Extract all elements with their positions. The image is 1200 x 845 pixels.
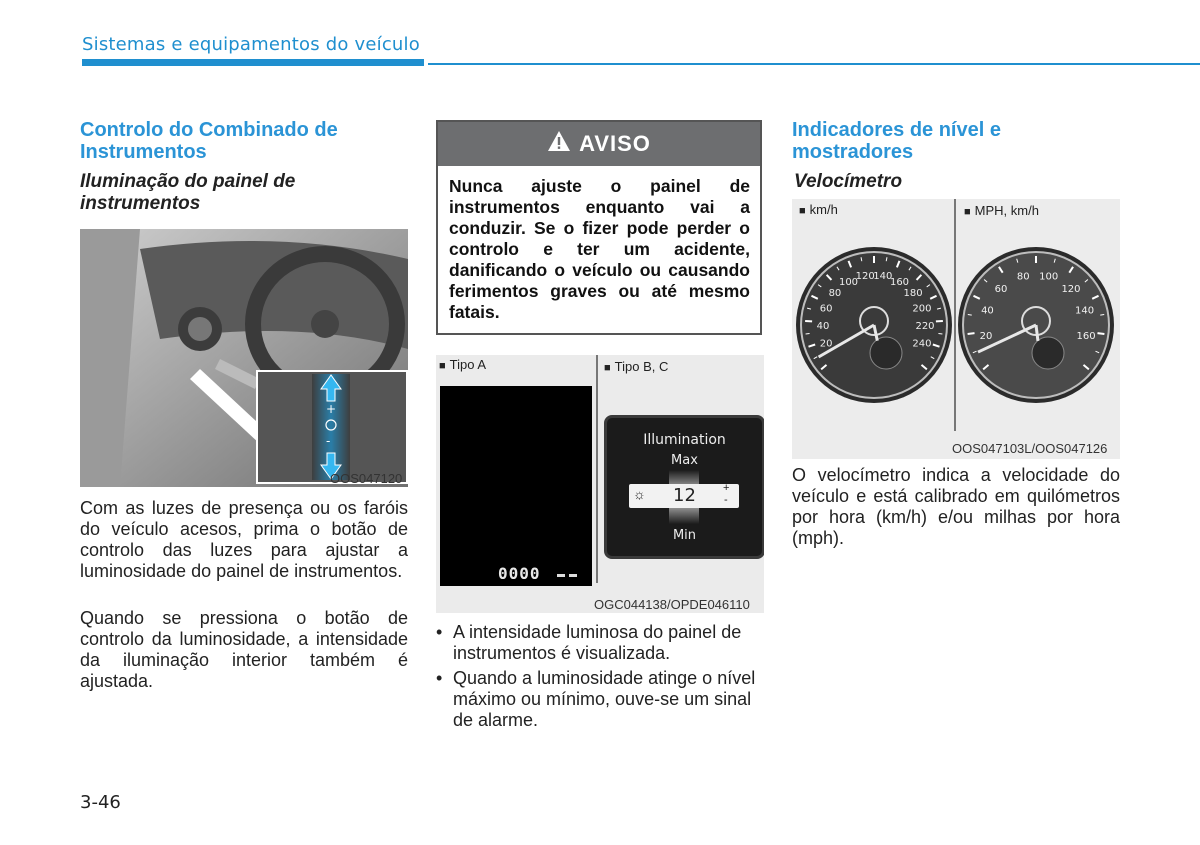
kmh-tick-label: 20 bbox=[819, 338, 833, 350]
list-item: • A intensidade luminosa do painel de instrumentos é visualizada. bbox=[436, 622, 764, 664]
divider bbox=[596, 355, 598, 583]
display-digits: 0000 bbox=[498, 564, 541, 583]
mph-tick-label: 100 bbox=[1039, 271, 1059, 283]
illum-title: Illumination bbox=[643, 432, 726, 448]
bullet-list bbox=[436, 622, 764, 735]
speedometer-gauges bbox=[792, 199, 1120, 459]
illum-min: Min bbox=[672, 528, 697, 543]
paragraph-interior-light: Quando se pressiona o botão de controlo da luminosidade, a intensidade da iluminação interior também é ajustada. bbox=[80, 608, 408, 691]
mph-tick-label: 160 bbox=[1076, 330, 1096, 342]
cluster-illustration bbox=[436, 355, 764, 613]
label-type-a: ■ Tipo A bbox=[439, 357, 486, 372]
illum-plus: + bbox=[723, 482, 730, 494]
illum-minus: - bbox=[724, 494, 728, 506]
paragraph-press-button: Com as luzes de presença ou os faróis do veículo acesos, prima o botão de controlo das luzes para ajustar a luminosidade do painel de instrumentos. bbox=[80, 498, 408, 581]
mph-tick-label: 140 bbox=[1075, 305, 1095, 317]
header-accent-bar bbox=[82, 59, 424, 66]
mph-tick-label: 80 bbox=[1016, 271, 1030, 283]
kmh-tick-label: 240 bbox=[912, 338, 932, 350]
illum-max: Max bbox=[671, 453, 698, 468]
light-icon: ☼ bbox=[633, 486, 646, 502]
type-bc-display bbox=[604, 415, 764, 559]
kmh-tick-label: 80 bbox=[828, 288, 842, 300]
image-code-cluster: OGC044138/OPDE046110 bbox=[594, 597, 750, 612]
display-dash-2 bbox=[569, 574, 577, 577]
image-code-dashboard: OOS047120 bbox=[330, 471, 403, 486]
kmh-tick-label: 120 bbox=[855, 270, 875, 282]
mph-tick-label: 60 bbox=[994, 283, 1008, 295]
warning-box bbox=[436, 120, 762, 335]
mph-tick-label: 20 bbox=[979, 330, 993, 342]
label-kmh: ■ km/h bbox=[799, 202, 838, 217]
subheading-panel-illumination: Iluminação do painel de instrumentos bbox=[80, 171, 296, 214]
label-type-bc: ■ Tipo B, C bbox=[604, 359, 668, 374]
warning-text: Nunca ajuste o painel de instrumentos enquanto vai a conduzir. Se o fizer pode perder o controlo e ter um acidente, danificando o veículo ou causando ferimentos graves ou até mesmo fatais. bbox=[449, 176, 750, 322]
kmh-tick-label: 140 bbox=[873, 270, 893, 282]
kmh-tick-label: 100 bbox=[838, 276, 859, 288]
kmh-tick-label: 40 bbox=[816, 321, 830, 332]
warning-title: AVISO bbox=[579, 131, 651, 156]
image-code-speedometer: OOS047103L/OOS047126 bbox=[952, 441, 1108, 456]
illum-scale-bottom bbox=[669, 508, 699, 524]
list-item: • Quando a luminosidade atinge o nível máximo ou mínimo, ouve-se um sinal de alarme. bbox=[436, 668, 764, 731]
type-a-display bbox=[440, 386, 592, 586]
heading-gauges: Indicadores de nível e mostradores bbox=[792, 119, 1001, 163]
subheading-speedometer: Velocímetro bbox=[794, 171, 903, 192]
paragraph-speedometer: O velocímetro indica a velocidade do veículo e está calibrado em quilómetros por hora (km/h) e/ou milhas por hora (mph). bbox=[792, 465, 1120, 548]
svg-text:+: + bbox=[326, 402, 337, 416]
kmh-tick-label: 160 bbox=[889, 276, 910, 288]
header-rule bbox=[428, 63, 1200, 65]
illum-value: 12 bbox=[673, 485, 696, 506]
page-number: 3-46 bbox=[80, 792, 121, 813]
display-dash-1 bbox=[557, 574, 565, 577]
mph-tick-label: 120 bbox=[1061, 283, 1081, 295]
warning-triangle-icon bbox=[547, 130, 571, 158]
section-title: Sistemas e equipamentos do veículo bbox=[82, 34, 420, 55]
dashboard-photo bbox=[80, 229, 408, 487]
heading-instrument-control: Controlo do Combinado de Instrumentos bbox=[80, 119, 338, 163]
kmh-tick-label: 180 bbox=[903, 288, 923, 300]
mph-tick-label: 40 bbox=[981, 305, 994, 317]
label-mph-kmh: ■ MPH, km/h bbox=[964, 203, 1039, 218]
kmh-tick-label: 60 bbox=[819, 303, 833, 315]
warning-header bbox=[438, 122, 760, 166]
kmh-tick-label: 220 bbox=[915, 321, 935, 332]
speedometer-illustration bbox=[792, 199, 1120, 459]
svg-text:-: - bbox=[326, 434, 331, 448]
kmh-tick-label: 200 bbox=[912, 303, 932, 315]
